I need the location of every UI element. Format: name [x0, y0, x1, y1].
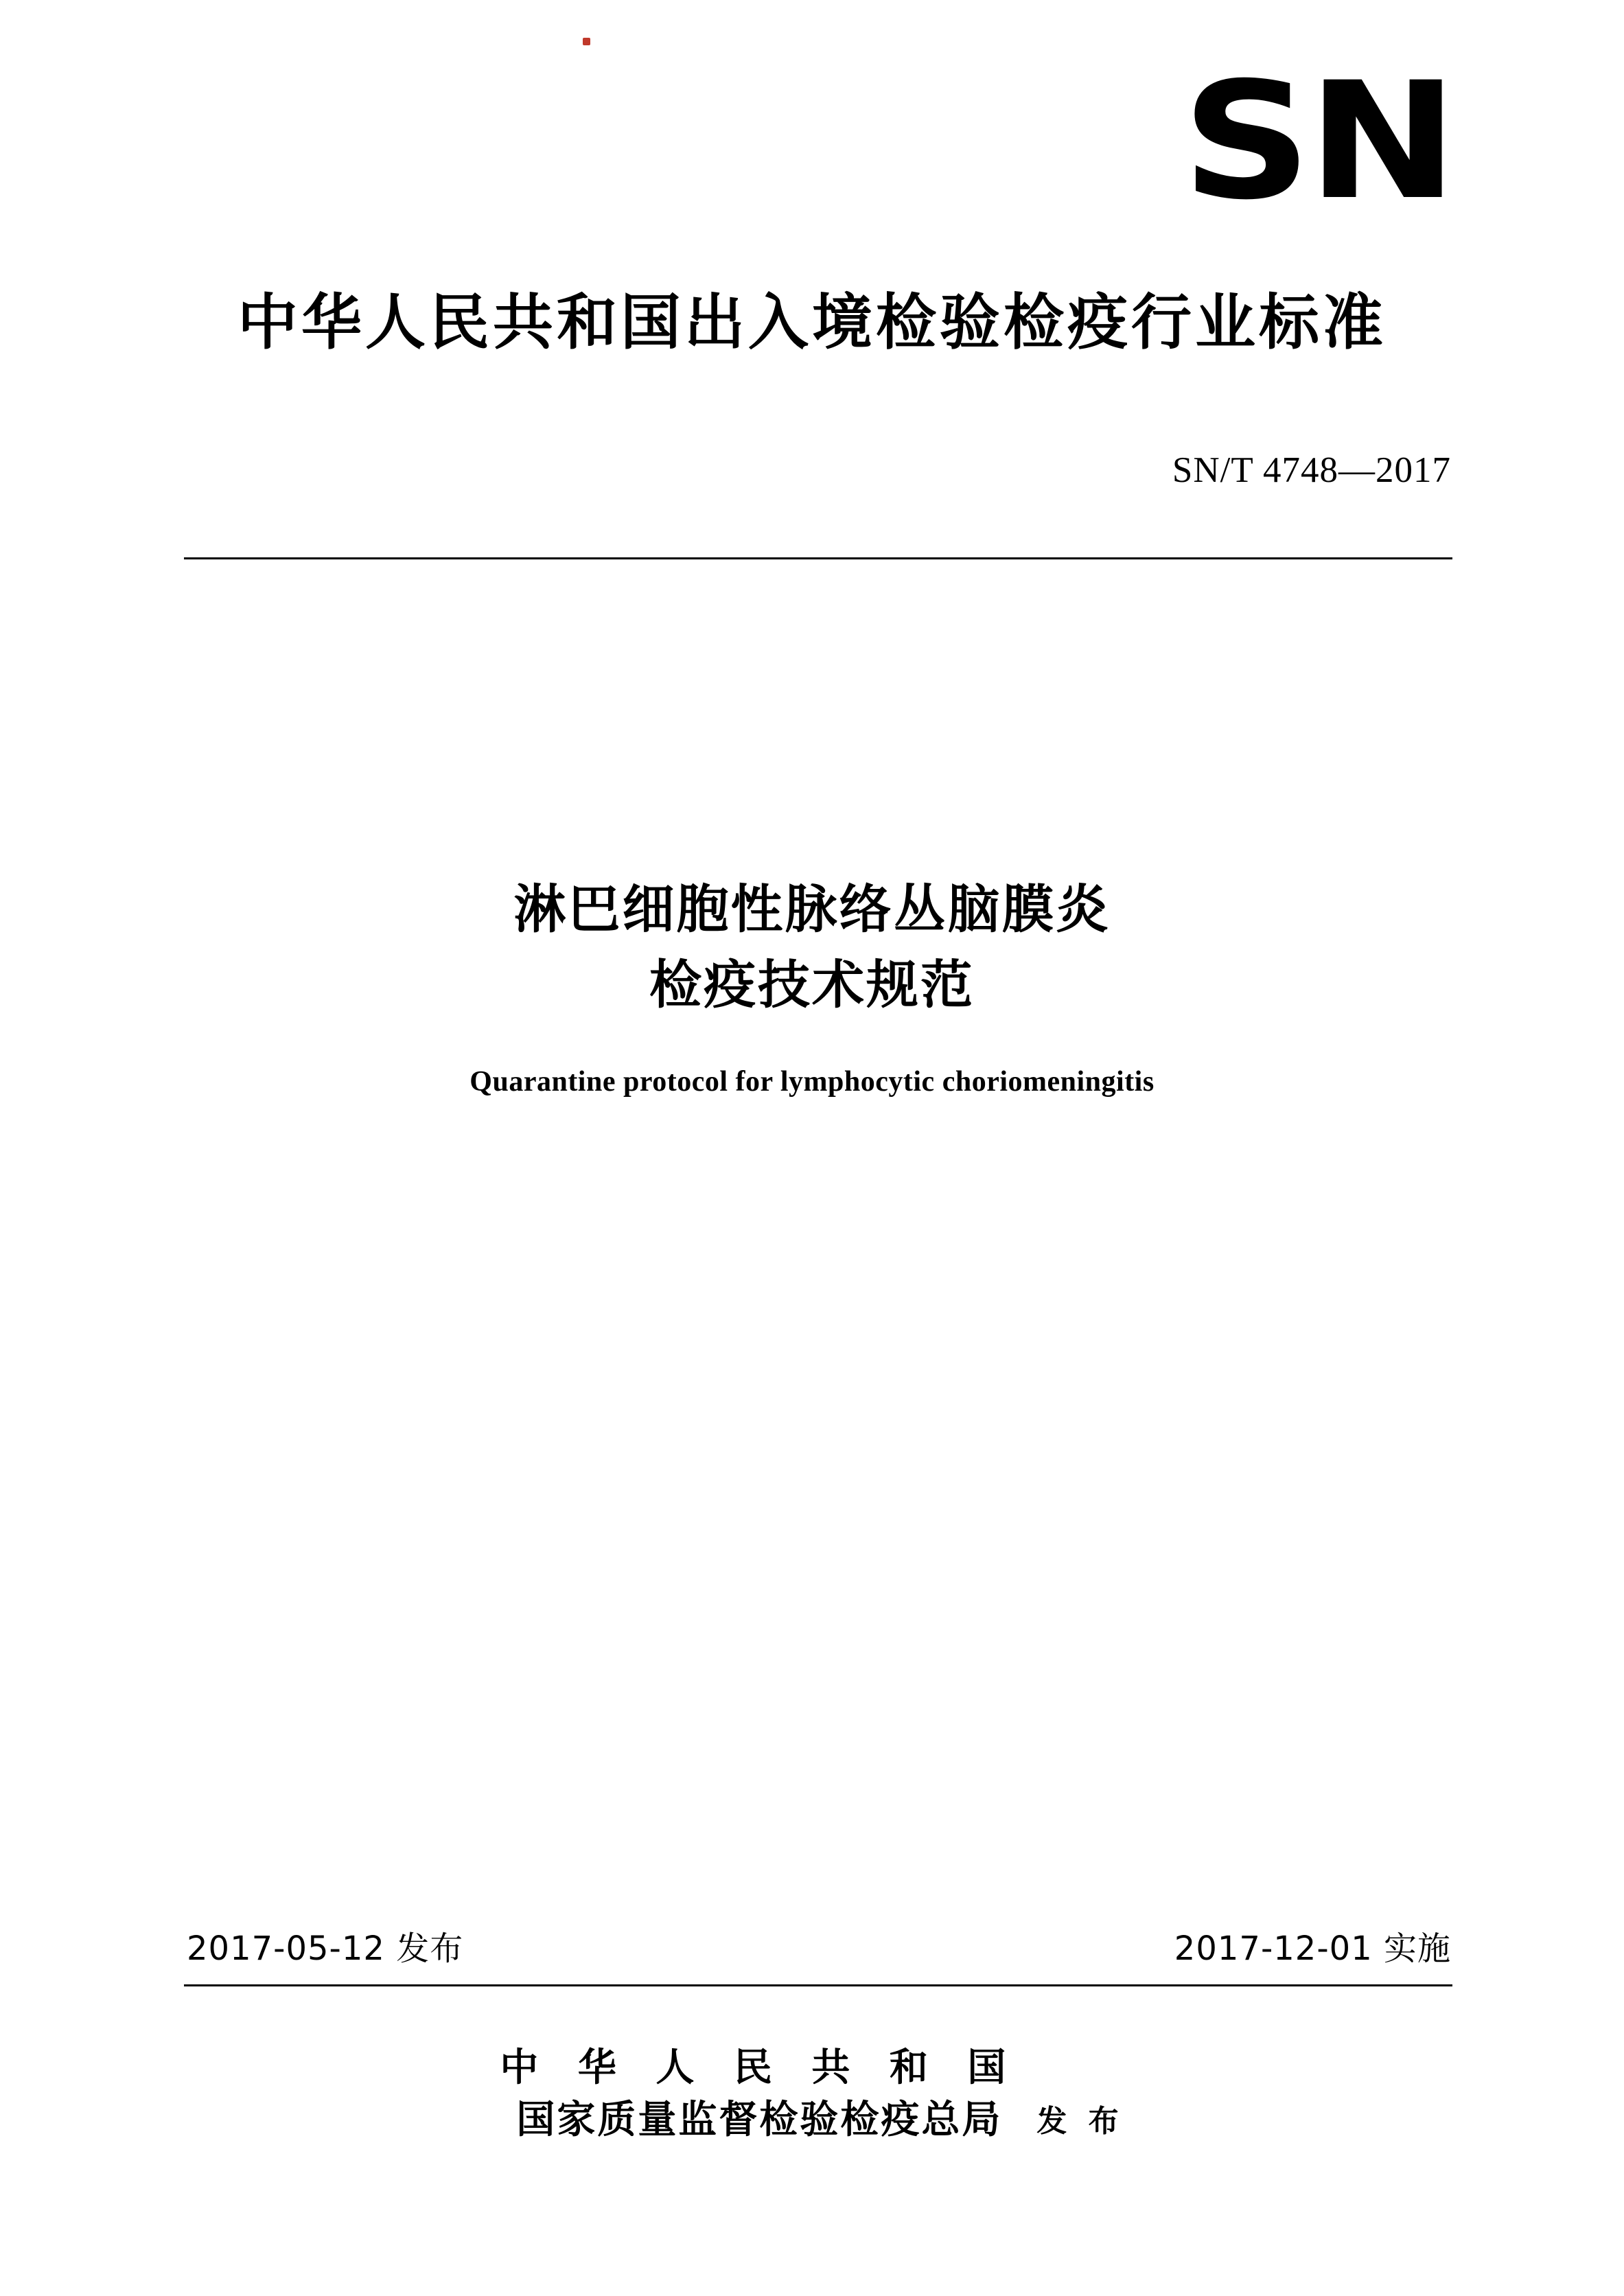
issuer-name — [500, 2042, 1019, 2146]
effective-date: 2017-12-01 实施 — [1174, 1929, 1451, 1968]
standard-number: SN/T 4748—2017 — [1172, 450, 1451, 490]
document-title-line-2: 检疫技术规范 — [649, 954, 975, 1016]
title-block — [0, 872, 1624, 1098]
divider-bottom — [184, 1984, 1452, 1986]
document-title-line-1: 淋巴细胞性脉络丛脑膜炎 — [513, 879, 1111, 940]
issuer-name-line-1: 中 华 人 民 共 和 国 — [500, 2045, 1019, 2090]
page-title-chinese-header: 中华人民共和国出入境检验检疫行业标准 — [237, 287, 1387, 358]
sn-logo: SN — [1181, 48, 1454, 235]
publish-date: 2017-05-12 发布 — [187, 1929, 464, 1968]
issuer-block — [0, 2042, 1624, 2146]
red-dot-mark — [583, 38, 590, 45]
issuer-name-line-2: 国家质量监督检验检疫总局 — [516, 2097, 1003, 2142]
divider-top — [184, 557, 1452, 559]
issuer-action-label: 发 布 — [1036, 2104, 1124, 2140]
document-title-english: Quarantine protocol for lymphocytic choriomeningitis — [469, 1066, 1155, 1098]
